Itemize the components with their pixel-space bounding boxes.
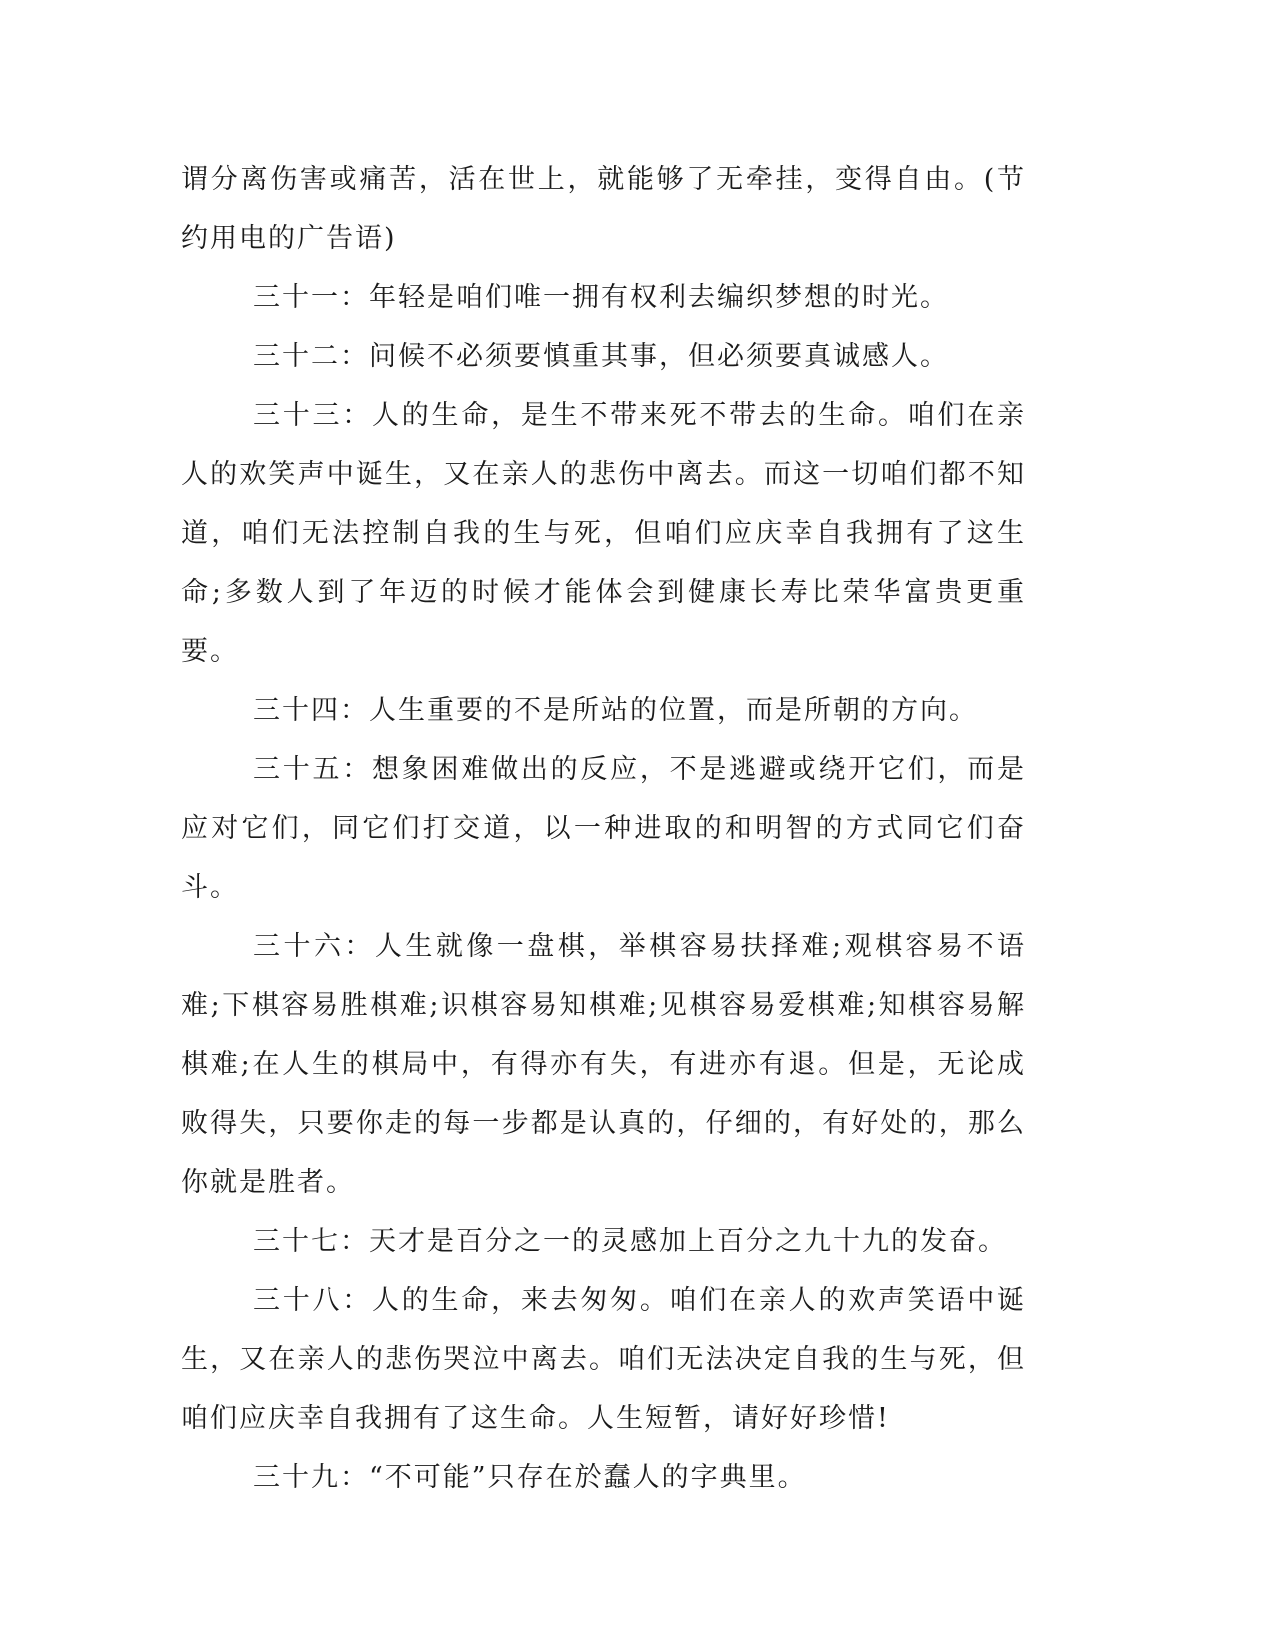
paragraph-31: 三十一：年轻是咱们唯一拥有权利去编织梦想的时光。 [253, 282, 949, 313]
paragraph-35: 三十五：想象困难做出的反应，不是逃避或绕开它们，而是应对它们，同它们打交道，以一种进取的和明智的方式同它们奋斗。 [181, 754, 1026, 903]
paragraph-38: 三十八：人的生命，来去匆匆。咱们在亲人的欢声笑语中诞生，又在亲人的悲伤哭泣中离去。咱们无法决定自我的生与死，但咱们应庆幸自我拥有了这生命。人生短暂，请好好珍惜! [181, 1285, 1026, 1434]
paragraph-37: 三十七：天才是百分之一的灵感加上百分之九十九的发奋。 [253, 1226, 1007, 1257]
paragraph-36: 三十六：人生就像一盘棋，举棋容易扶择难;观棋容易不语难;下棋容易胜棋难;识棋容易知棋难;见棋容易爱棋难;知棋容易解棋难;在人生的棋局中，有得亦有失，有进亦有退。但是，无论成败得失，只要你走的每一步都是认真的，仔细的，有好处的，那么你就是胜者。 [181, 931, 1026, 1198]
document-page [181, 150, 1026, 1507]
paragraph-continuation: 谓分离伤害或痛苦，活在世上，就能够了无牵挂，变得自由。(节约用电的广告语) [181, 164, 1026, 254]
paragraph-34: 三十四：人生重要的不是所站的位置，而是所朝的方向。 [253, 695, 978, 726]
paragraph-32: 三十二：问候不必须要慎重其事，但必须要真诚感人。 [253, 341, 949, 372]
paragraph-39: 三十九：“不可能”只存在於蠢人的字典里。 [253, 1462, 807, 1493]
paragraph-33: 三十三：人的生命，是生不带来死不带去的生命。咱们在亲人的欢笑声中诞生，又在亲人的悲伤中离去。而这一切咱们都不知道，咱们无法控制自我的生与死，但咱们应庆幸自我拥有了这生命;多数人到了年迈的时候才能体会到健康长寿比荣华富贵更重要。 [181, 400, 1026, 667]
